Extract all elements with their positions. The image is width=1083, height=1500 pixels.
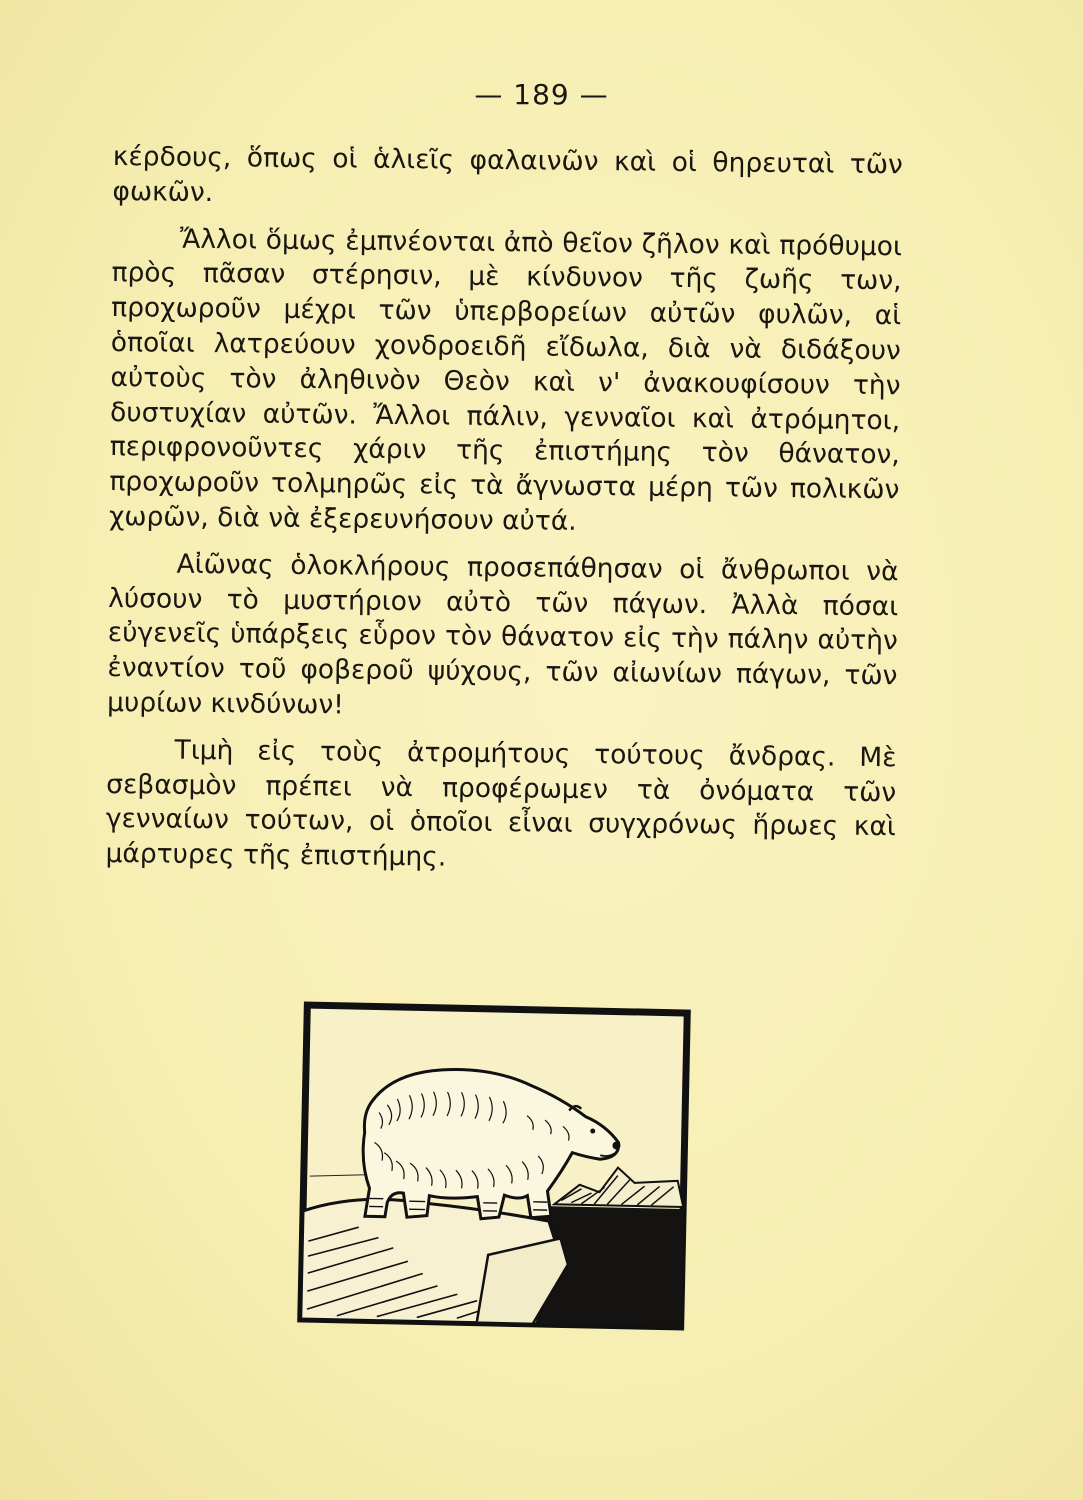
body-text [105,140,903,892]
paragraph-1: κέρδους, ὅπως οἱ ἁλιεῖς φαλαινῶν καὶ οἱ θηρευταὶ τῶν φωκῶν. [112,140,903,208]
paragraph-4: Τιμὴ εἰς τοὺς ἀτρομήτους τούτους ἄνδρας. Μὲ σεβασμὸν πρέπει νὰ προφέρωμεν τὰ ὀνόματα τῶν γενναίων τούτων, οἱ ὁποῖοι εἶναι συγχρόνως ἥρωες καὶ μάρτυρες τῆς ἐπιστήμης. [105,734,897,873]
page-number: — 189 — [474,78,609,111]
polar-bear-illustration [297,1001,692,1331]
paragraph-3: Αἰῶνας ὁλοκλήρους προσεπάθησαν οἱ ἄνθρωποι νὰ λύσουν τὸ μυστήριον αὐτὸ τῶν πάγων. Ἀλλὰ πόσαι εὐγενεῖς ὑπάρξεις εὗρον τὸν θάνατον εἰς τὴν πάλην αὐτὴν ἐναντίον τοῦ φοβεροῦ ψύχους, τῶν αἰωνίων πάγων, τῶν μυρίων κινδύνων! [106,548,899,721]
paragraph-2: Ἄλλοι ὅμως ἐμπνέονται ἀπὸ θεῖον ζῆλον καὶ πρόθυμοι πρὸς πᾶσαν στέρησιν, μὲ κίνδυνον τῆς ζωῆς των, προχωροῦν μέχρι τῶν ὑπερβορείων αὐτῶν φυλῶν, αἱ ὁποῖαι λατρεύουν χονδροειδῆ εἴδωλα, διὰ νὰ διδάξουν αὐτοὺς τὸν ἀληθινὸν Θεὸν καὶ ν' ἀνακουφίσουν τὴν δυστυχίαν αὐτῶν. Ἄλλοι πάλιν, γενναῖοι καὶ ἀτρόμητοι, περιφρονοῦντες χάριν τῆς ἐπιστήμης τὸν θάνατον, προχωροῦν τολμηρῶς εἰς τὰ ἄγνωστα μέρη τῶν πολικῶν χωρῶν, διὰ νὰ ἐξερευνήσουν αὐτά. [108,223,903,537]
